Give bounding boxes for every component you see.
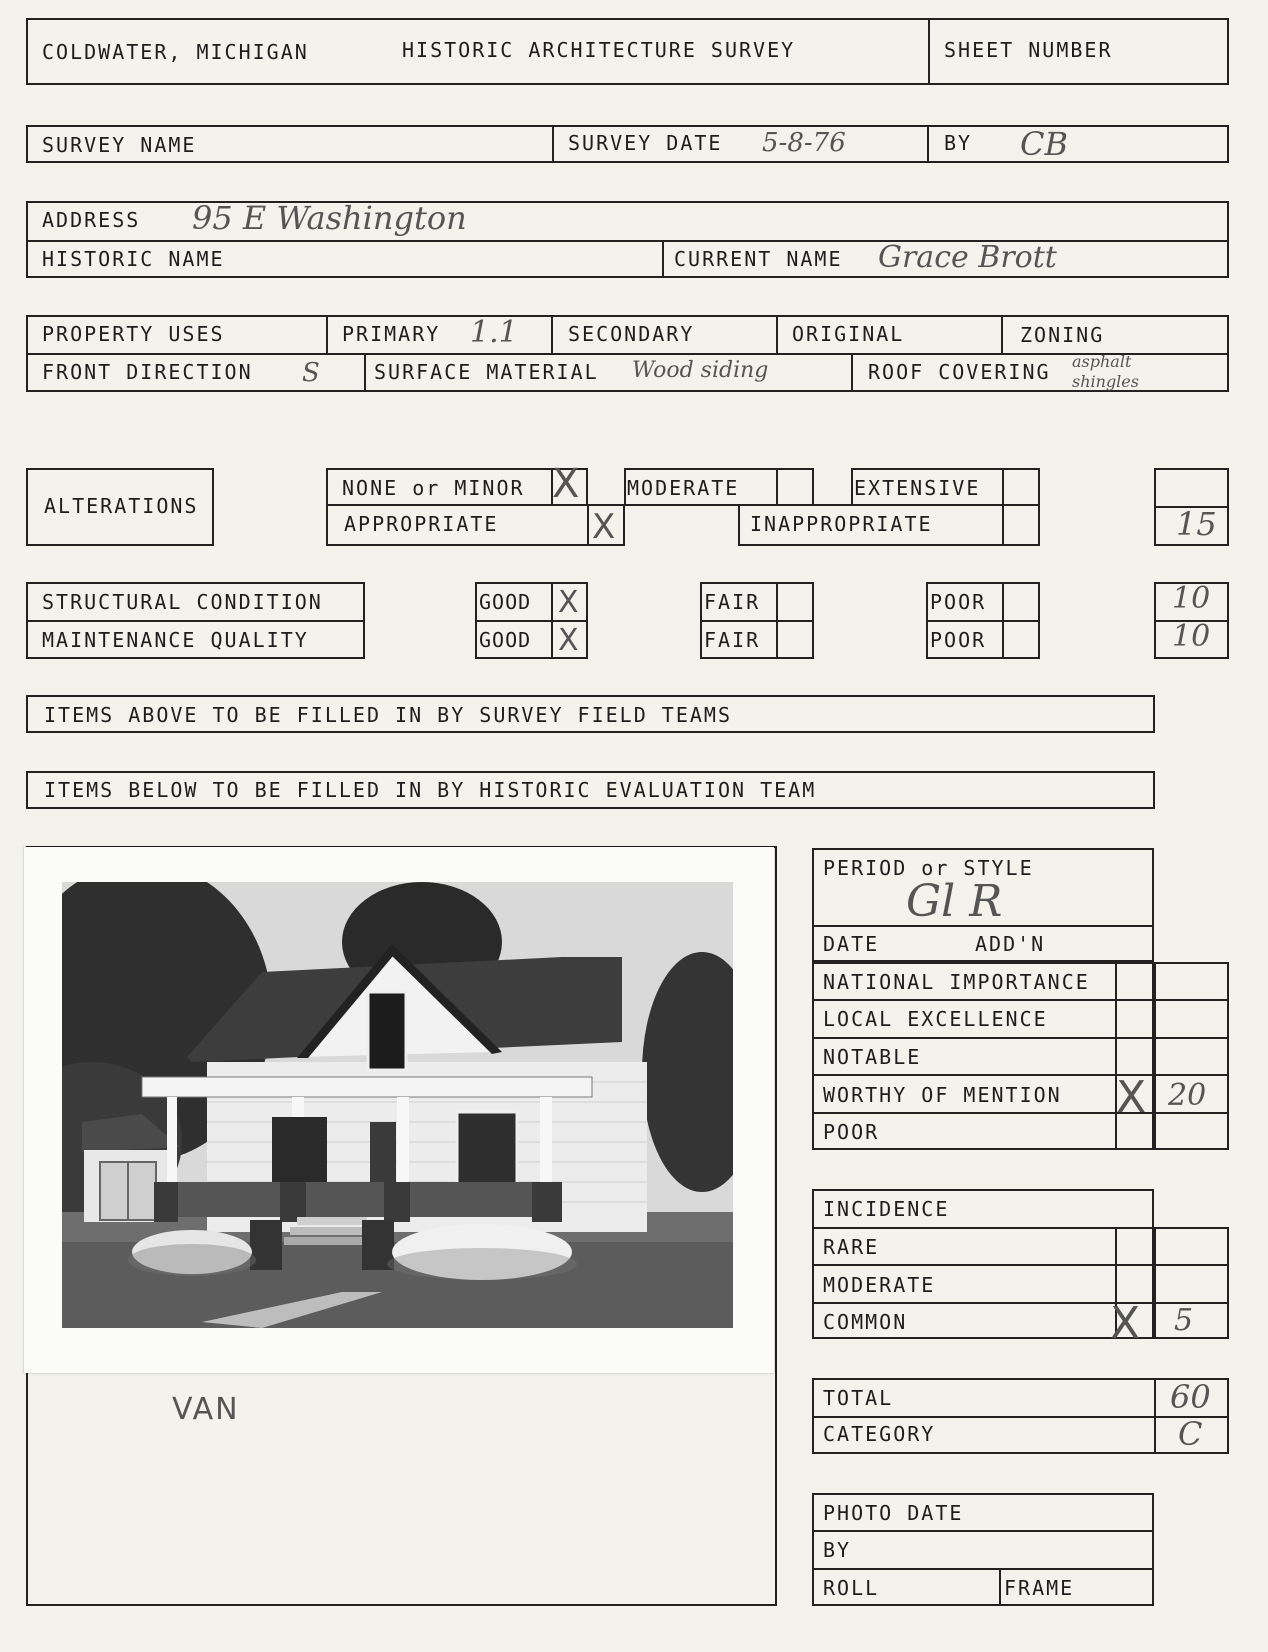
current-name-label: CURRENT NAME: [674, 247, 843, 271]
divider: [1154, 1227, 1156, 1339]
divider: [812, 1568, 1154, 1570]
survey-name-label: SURVEY NAME: [42, 133, 197, 157]
structural-good-label: GOOD: [479, 590, 532, 614]
rare-label: RARE: [823, 1235, 880, 1259]
structural-condition-label: STRUCTURAL CONDITION: [42, 590, 323, 614]
none-minor-mark: X: [552, 461, 580, 507]
form-title: HISTORIC ARCHITECTURE SURVEY: [402, 38, 796, 62]
surface-material-value: Wood siding: [632, 358, 769, 383]
survey-by-value: CB: [1020, 125, 1068, 163]
category-value: C: [1178, 1415, 1203, 1453]
none-minor-label: NONE or MINOR: [342, 476, 525, 500]
divider: [926, 620, 1040, 622]
alterations-label: ALTERATIONS: [44, 494, 199, 518]
period-style-label: PERIOD or STYLE: [823, 856, 1034, 880]
maintenance-good-label: GOOD: [479, 628, 532, 652]
divider: [364, 353, 366, 392]
divider: [776, 315, 778, 353]
moderate-check[interactable]: [776, 468, 814, 506]
worthy-mark: X: [1116, 1072, 1147, 1123]
inappropriate-label: INAPPROPRIATE: [750, 512, 933, 536]
property-uses-label: PROPERTY USES: [42, 322, 225, 346]
worthy-score: 20: [1168, 1078, 1207, 1113]
common-label: COMMON: [823, 1310, 908, 1334]
zoning-label: ZONING: [1020, 323, 1105, 347]
divider: [26, 353, 1229, 355]
surface-material-label: SURFACE MATERIAL: [374, 360, 599, 384]
roof-covering-label: ROOF COVERING: [868, 360, 1051, 384]
survey-date-label: SURVEY DATE: [568, 131, 723, 155]
photo-date-label: PHOTO DATE: [823, 1501, 964, 1525]
addn-label: ADD'N: [975, 932, 1046, 956]
divider: [475, 620, 588, 622]
divider: [812, 1264, 1229, 1266]
house-photo: [62, 882, 733, 1328]
total-value: 60: [1170, 1378, 1211, 1416]
divider: [326, 315, 328, 353]
common-mark: X: [1110, 1298, 1141, 1349]
moderate-incidence-label: MODERATE: [823, 1273, 936, 1297]
common-score: 5: [1174, 1303, 1194, 1338]
worthy-label: WORTHY OF MENTION: [823, 1083, 1062, 1107]
city-label: COLDWATER, MICHIGAN: [42, 40, 309, 64]
roof-covering-value-1: asphalt: [1072, 352, 1132, 371]
roll-label: ROLL: [823, 1576, 880, 1600]
extensive-check[interactable]: [1002, 468, 1040, 506]
alterations-score: 15: [1176, 505, 1217, 543]
divider: [812, 1530, 1154, 1532]
sheet-number-label: SHEET NUMBER: [944, 38, 1113, 62]
date-label: DATE: [823, 932, 880, 956]
maintenance-score: 10: [1172, 619, 1211, 654]
notable-label: NOTABLE: [823, 1045, 922, 1069]
divider: [1154, 962, 1156, 1150]
divider: [812, 1302, 1229, 1304]
local-excellence-label: LOCAL EXCELLENCE: [823, 1007, 1048, 1031]
survey-date-value: 5-8-76: [762, 128, 846, 158]
divider: [662, 240, 664, 278]
appropriate-label: APPROPRIATE: [344, 512, 499, 536]
divider: [776, 582, 778, 659]
divider: [812, 1037, 1229, 1039]
original-label: ORIGINAL: [792, 322, 905, 346]
divider: [812, 999, 1229, 1001]
structural-fair-label: FAIR: [704, 590, 761, 614]
current-name-value: Grace Brott: [878, 240, 1057, 275]
divider: [999, 1568, 1001, 1606]
divider: [1001, 315, 1003, 353]
roof-covering-value-2: shingles: [1072, 372, 1139, 391]
primary-label: PRIMARY: [342, 322, 441, 346]
primary-value: 1.1: [470, 315, 518, 350]
divider: [812, 1074, 1229, 1076]
divider: [700, 620, 814, 622]
note-below: ITEMS BELOW TO BE FILLED IN BY HISTORIC EVALUATION TEAM: [44, 778, 817, 802]
period-style-value: Gl R: [906, 876, 1003, 927]
maintenance-good-mark: X: [558, 623, 579, 658]
incidence-label: INCIDENCE: [823, 1197, 950, 1221]
front-direction-label: FRONT DIRECTION: [42, 360, 253, 384]
total-label: TOTAL: [823, 1386, 894, 1410]
front-direction-value: S: [302, 358, 320, 388]
divider: [1002, 582, 1004, 659]
national-importance-label: NATIONAL IMPORTANCE: [823, 970, 1090, 994]
poor-label: POOR: [823, 1120, 880, 1144]
photo-by-label: BY: [823, 1538, 852, 1562]
survey-by-label: BY: [944, 131, 973, 155]
divider: [812, 1416, 1229, 1418]
divider: [851, 353, 853, 392]
address-value: 95 E Washington: [192, 199, 467, 237]
historic-name-label: HISTORIC NAME: [42, 247, 225, 271]
divider: [812, 1112, 1229, 1114]
note-above: ITEMS ABOVE TO BE FILLED IN BY SURVEY FIELD TEAMS: [44, 703, 733, 727]
photo-note: VAN: [172, 1392, 240, 1427]
divider: [551, 582, 553, 659]
divider: [26, 620, 365, 622]
appropriate-mark: X: [592, 507, 616, 547]
moderate-label: MODERATE: [627, 476, 740, 500]
divider: [812, 1227, 1229, 1229]
category-label: CATEGORY: [823, 1422, 936, 1446]
divider: [552, 125, 554, 163]
inappropriate-check[interactable]: [1002, 504, 1040, 546]
divider: [928, 18, 930, 85]
divider: [551, 315, 553, 353]
maintenance-poor-label: POOR: [930, 628, 987, 652]
divider: [927, 125, 929, 163]
structural-good-mark: X: [558, 585, 579, 620]
frame-label: FRAME: [1004, 1576, 1075, 1600]
secondary-label: SECONDARY: [568, 322, 695, 346]
extensive-label: EXTENSIVE: [854, 476, 981, 500]
maintenance-fair-label: FAIR: [704, 628, 761, 652]
maintenance-quality-label: MAINTENANCE QUALITY: [42, 628, 309, 652]
address-label: ADDRESS: [42, 208, 141, 232]
structural-score: 10: [1172, 581, 1211, 616]
structural-poor-label: POOR: [930, 590, 987, 614]
